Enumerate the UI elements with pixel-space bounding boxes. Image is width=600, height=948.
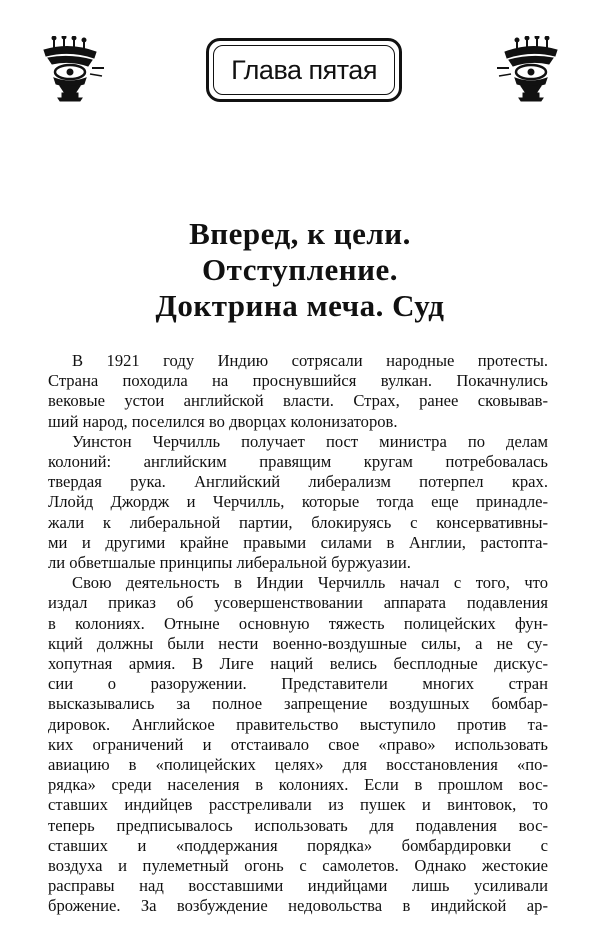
decorative-ornament-right	[497, 36, 561, 102]
text-line: Страна походила на проснувшийся вулкан. Покачнулись	[48, 371, 548, 391]
text-line: В 1921 году Индию сотрясали народные протесты.	[72, 351, 548, 370]
text-line: дировок. Английское правительство выступило против та-	[48, 714, 548, 734]
text-line: воздуха и пулеметный огонь с самолетов. Однако жестокие	[48, 856, 548, 876]
text-line: твердая рука. Английский либерализм потерпел крах.	[48, 472, 548, 492]
text-line: хопутная армия. В Лиге наций велись бесплодные дискус-	[48, 654, 548, 674]
text-line: ли обветшалые принципы либеральной буржуазии.	[48, 553, 411, 573]
text-line: Ллойд Джордж и Черчилль, которые тогда еще принадле-	[48, 492, 548, 512]
chapter-heading-box	[206, 38, 402, 102]
text-line: высказывались за полное запрещение воздушных бомбар-	[48, 694, 548, 714]
text-line: ший народ, поселился во дворцах колонизаторов.	[48, 411, 398, 431]
text-line: в колониях. Отныне основную тяжесть полицейских фун-	[48, 613, 548, 633]
text-line: колоний: английским правящим кругам потребовалась	[48, 452, 548, 472]
text-line: издал приказ об усовершенствовании аппарата подавления	[48, 593, 548, 613]
text-line: брожение. За возбуждение недовольства в индийской ар-	[48, 896, 548, 916]
text-line: ких ограничений и отстаивало свое «право» использовать	[48, 734, 548, 754]
text-line: жали к либеральной партии, блокируясь с консервативны-	[48, 512, 548, 532]
text-line: Свою деятельность в Индии Черчилль начал с того, что	[72, 573, 548, 593]
text-line: рядка» среди населения в колониях. Если в прошлом вос-	[48, 775, 548, 795]
title-line-3: Доктрина меча. Суд	[155, 288, 445, 323]
chapter-label: Глава пятая	[231, 54, 377, 85]
text-line: Уинстон Черчилль получает пост министра по делам	[72, 431, 548, 451]
text-line: теперь предписывалось использовать для подавления вос-	[48, 815, 548, 835]
text-line: расправы над восставшими индийцами лишь усиливали	[48, 876, 548, 896]
text-line: сии о разоружении. Представители многих стран	[48, 674, 548, 694]
text-line: ставших и «поддержания порядка» бомбардировки с	[48, 835, 548, 855]
title-line-2: Отступление.	[201, 252, 399, 287]
text-line: ставших индийцев расстреливали из пушек и винтовок, то	[48, 795, 548, 815]
body-text	[48, 351, 548, 917]
title-line-1: Вперед, к цели.	[189, 216, 411, 251]
text-line: ми и другими крайне правыми силами в Англии, растопта-	[48, 532, 548, 552]
text-line: кций должны были нести военно-воздушные силы, а не су-	[48, 633, 548, 653]
text-line: авиацию в «полицейских целях» для восстановления «по-	[48, 755, 548, 775]
decorative-ornament-left	[40, 36, 104, 102]
text-line: вековые устои английской власти. Страх, ранее сковывав-	[48, 391, 548, 411]
